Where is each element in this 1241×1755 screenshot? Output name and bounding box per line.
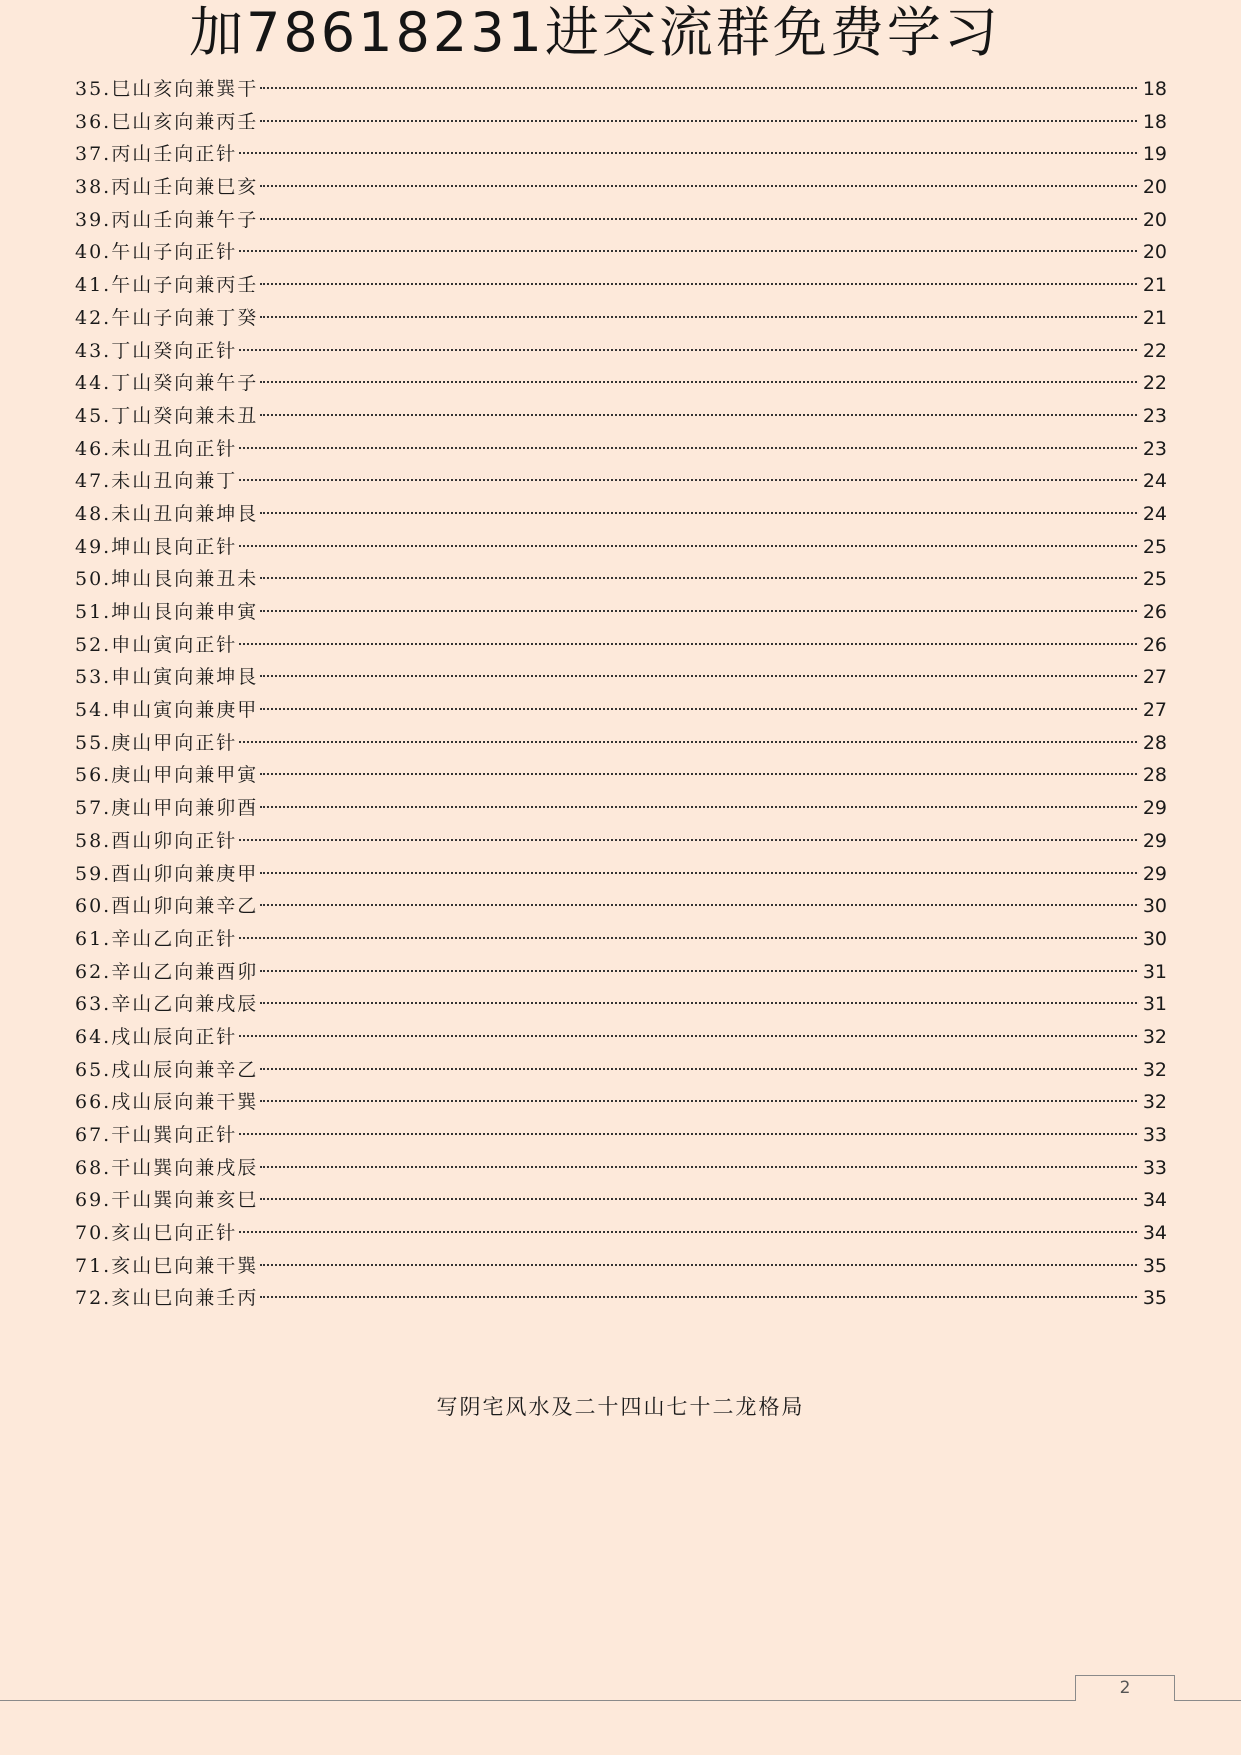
toc-entry-page: 20 xyxy=(1142,208,1167,231)
toc-entry-title: 57.庚山甲向兼卯酉 xyxy=(75,797,259,820)
toc-entry-title: 65.戌山辰向兼辛乙 xyxy=(75,1058,259,1081)
toc-dot-leader xyxy=(239,545,1137,547)
toc-entry-title: 70.亥山巳向正针 xyxy=(75,1222,238,1245)
toc-entry-page: 31 xyxy=(1142,993,1167,1016)
toc-entry[interactable] xyxy=(75,858,1167,891)
toc-dot-leader xyxy=(260,708,1137,710)
toc-dot-leader xyxy=(260,970,1137,972)
toc-dot-leader xyxy=(239,250,1137,252)
toc-entry-title: 46.未山丑向正针 xyxy=(75,437,238,460)
toc-entry-title: 45.丁山癸向兼未丑 xyxy=(75,404,259,427)
toc-entry-page: 26 xyxy=(1142,601,1167,623)
document-title: 写阴宅风水及二十四山七十二龙格局 xyxy=(436,1395,805,1419)
toc-entry[interactable] xyxy=(75,106,1167,139)
toc-entry-title: 40.午山子向正针 xyxy=(75,241,238,264)
toc-dot-leader xyxy=(260,87,1137,89)
toc-entry-title: 72.亥山巳向兼壬丙 xyxy=(75,1287,259,1310)
toc-entry-title: 58.酉山卯向正针 xyxy=(75,829,238,852)
toc-entry[interactable] xyxy=(75,204,1167,237)
toc-dot-leader xyxy=(239,152,1137,154)
toc-entry[interactable] xyxy=(75,138,1167,171)
toc-dot-leader xyxy=(260,1264,1137,1266)
toc-entry-page: 24 xyxy=(1142,502,1167,525)
toc-entry-page: 21 xyxy=(1142,306,1167,329)
toc-entry[interactable] xyxy=(75,629,1167,662)
toc-entry-title: 62.辛山乙向兼酉卯 xyxy=(75,960,259,983)
toc-entry-title: 61.辛山乙向正针 xyxy=(75,927,238,950)
toc-entry[interactable] xyxy=(75,1054,1167,1087)
toc-dot-leader xyxy=(260,1296,1137,1298)
toc-entry[interactable] xyxy=(75,956,1167,989)
toc-entry[interactable] xyxy=(75,433,1167,466)
toc-entry[interactable] xyxy=(75,171,1167,204)
toc-dot-leader xyxy=(260,283,1137,285)
toc-entry-page: 33 xyxy=(1142,1156,1167,1179)
toc-entry-page: 29 xyxy=(1142,829,1167,852)
toc-entry[interactable] xyxy=(75,400,1167,433)
toc-entry-title: 56.庚山甲向兼甲寅 xyxy=(75,764,259,787)
toc-entry-title: 69.干山巽向兼亥巳 xyxy=(75,1189,259,1212)
toc-entry-page: 31 xyxy=(1142,960,1167,983)
toc-entry-page: 32 xyxy=(1142,1025,1167,1048)
toc-entry-page: 22 xyxy=(1142,339,1167,362)
toc-entry-page: 18 xyxy=(1142,78,1167,100)
table-of-contents xyxy=(75,73,1167,1315)
toc-entry-page: 32 xyxy=(1142,1058,1167,1081)
toc-entry[interactable] xyxy=(75,269,1167,302)
toc-entry-title: 52.申山寅向正针 xyxy=(75,633,238,656)
toc-entry-title: 49.坤山艮向正针 xyxy=(75,535,238,558)
toc-entry-title: 59.酉山卯向兼庚甲 xyxy=(75,862,259,885)
toc-dot-leader xyxy=(239,741,1137,743)
toc-entry[interactable] xyxy=(75,1086,1167,1119)
toc-dot-leader xyxy=(239,349,1137,351)
toc-dot-leader xyxy=(260,1068,1137,1070)
toc-dot-leader xyxy=(260,904,1137,906)
toc-entry[interactable] xyxy=(75,1152,1167,1185)
toc-dot-leader xyxy=(260,512,1137,514)
toc-entry[interactable] xyxy=(75,694,1167,727)
toc-entry-title: 50.坤山艮向兼丑未 xyxy=(75,568,259,591)
toc-entry-title: 71.亥山巳向兼干巽 xyxy=(75,1254,259,1277)
toc-dot-leader xyxy=(260,1166,1137,1168)
toc-entry-page: 35 xyxy=(1142,1287,1167,1310)
toc-dot-leader xyxy=(260,675,1137,677)
toc-entry-page: 25 xyxy=(1142,535,1167,558)
toc-entry-page: 23 xyxy=(1142,404,1167,427)
toc-entry-title: 36.巳山亥向兼丙壬 xyxy=(75,110,259,133)
toc-entry-title: 47.未山丑向兼丁 xyxy=(75,470,238,493)
toc-dot-leader xyxy=(260,414,1137,416)
toc-dot-leader xyxy=(239,643,1137,645)
toc-entry[interactable] xyxy=(75,727,1167,760)
toc-dot-leader xyxy=(239,839,1137,841)
toc-entry-title: 37.丙山壬向正针 xyxy=(75,143,238,166)
toc-entry-page: 29 xyxy=(1142,797,1167,820)
toc-entry-title: 53.申山寅向兼坤艮 xyxy=(75,666,259,689)
toc-entry-title: 60.酉山卯向兼辛乙 xyxy=(75,895,259,918)
toc-entry-title: 51.坤山艮向兼申寅 xyxy=(75,601,259,623)
toc-entry-title: 68.干山巽向兼戌辰 xyxy=(75,1156,259,1179)
toc-entry-title: 63.辛山乙向兼戌辰 xyxy=(75,993,259,1016)
toc-entry-page: 33 xyxy=(1142,1124,1167,1146)
toc-dot-leader xyxy=(239,1035,1137,1037)
toc-entry-title: 48.未山丑向兼坤艮 xyxy=(75,502,259,525)
toc-dot-leader xyxy=(239,1231,1137,1233)
toc-dot-leader xyxy=(260,1198,1137,1200)
watermark-banner: 加78618231进交流群免费学习 xyxy=(189,1,1001,64)
toc-entry-page: 19 xyxy=(1142,143,1167,166)
toc-entry-title: 42.午山子向兼丁癸 xyxy=(75,306,259,329)
toc-entry-page: 32 xyxy=(1142,1091,1167,1114)
toc-entry-page: 26 xyxy=(1142,633,1167,656)
toc-dot-leader xyxy=(239,1133,1137,1135)
toc-dot-leader xyxy=(260,218,1137,220)
toc-entry[interactable] xyxy=(75,596,1167,629)
toc-entry[interactable] xyxy=(75,661,1167,694)
toc-entry-title: 67.干山巽向正针 xyxy=(75,1124,238,1146)
toc-entry[interactable] xyxy=(75,759,1167,792)
toc-entry-page: 28 xyxy=(1142,731,1167,754)
toc-entry-title: 43.丁山癸向正针 xyxy=(75,339,238,362)
toc-entry-page: 34 xyxy=(1142,1189,1167,1212)
toc-dot-leader xyxy=(260,1002,1137,1004)
toc-entry[interactable] xyxy=(75,563,1167,596)
toc-entry-page: 22 xyxy=(1142,372,1167,395)
toc-entry-page: 20 xyxy=(1142,176,1167,199)
toc-dot-leader xyxy=(260,316,1137,318)
toc-entry[interactable] xyxy=(75,890,1167,923)
toc-dot-leader xyxy=(260,773,1137,775)
toc-dot-leader xyxy=(260,806,1137,808)
toc-entry-page: 18 xyxy=(1142,110,1167,133)
toc-entry-title: 38.丙山壬向兼巳亥 xyxy=(75,176,259,199)
toc-entry[interactable] xyxy=(75,335,1167,368)
toc-entry-title: 39.丙山壬向兼午子 xyxy=(75,208,259,231)
toc-entry[interactable] xyxy=(75,498,1167,531)
toc-entry-page: 21 xyxy=(1142,274,1167,297)
toc-dot-leader xyxy=(260,185,1137,187)
toc-entry[interactable] xyxy=(75,302,1167,335)
toc-dot-leader xyxy=(260,120,1137,122)
toc-entry-title: 66.戌山辰向兼干巽 xyxy=(75,1091,259,1114)
toc-entry[interactable] xyxy=(75,1021,1167,1054)
toc-entry-page: 20 xyxy=(1142,241,1167,264)
toc-dot-leader xyxy=(260,610,1137,612)
toc-entry-title: 55.庚山甲向正针 xyxy=(75,731,238,754)
toc-entry-title: 64.戌山辰向正针 xyxy=(75,1025,238,1048)
toc-entry[interactable] xyxy=(75,825,1167,858)
toc-entry[interactable] xyxy=(75,465,1167,498)
footer-divider xyxy=(0,1700,1241,1701)
toc-entry-page: 27 xyxy=(1142,666,1167,689)
toc-dot-leader xyxy=(239,447,1137,449)
toc-entry[interactable] xyxy=(75,367,1167,400)
toc-dot-leader xyxy=(260,872,1137,874)
toc-entry-page: 23 xyxy=(1142,437,1167,460)
toc-entry-page: 34 xyxy=(1142,1222,1167,1245)
toc-entry[interactable] xyxy=(75,1282,1167,1315)
toc-entry-page: 28 xyxy=(1142,764,1167,787)
toc-entry[interactable] xyxy=(75,73,1167,106)
toc-dot-leader xyxy=(239,479,1137,481)
toc-entry-page: 24 xyxy=(1142,470,1167,493)
toc-entry-title: 41.午山子向兼丙壬 xyxy=(75,274,259,297)
toc-entry-page: 35 xyxy=(1142,1254,1167,1277)
toc-entry-page: 25 xyxy=(1142,568,1167,591)
toc-entry-page: 30 xyxy=(1142,927,1167,950)
toc-entry[interactable] xyxy=(75,1250,1167,1283)
toc-entry[interactable] xyxy=(75,1184,1167,1217)
toc-dot-leader xyxy=(260,381,1137,383)
toc-entry[interactable] xyxy=(75,988,1167,1021)
toc-entry[interactable] xyxy=(75,792,1167,825)
toc-entry[interactable] xyxy=(75,236,1167,269)
toc-entry[interactable] xyxy=(75,531,1167,564)
toc-entry-page: 27 xyxy=(1142,699,1167,722)
page-number: 2 xyxy=(1075,1675,1175,1701)
toc-entry-title: 54.申山寅向兼庚甲 xyxy=(75,699,259,722)
toc-entry-page: 29 xyxy=(1142,862,1167,885)
toc-dot-leader xyxy=(239,937,1137,939)
toc-entry-page: 30 xyxy=(1142,895,1167,918)
toc-entry[interactable] xyxy=(75,923,1167,956)
toc-entry-title: 35.巳山亥向兼巽干 xyxy=(75,78,259,100)
toc-entry[interactable] xyxy=(75,1217,1167,1250)
toc-entry[interactable] xyxy=(75,1119,1167,1152)
toc-dot-leader xyxy=(260,577,1137,579)
toc-entry-title: 44.丁山癸向兼午子 xyxy=(75,372,259,395)
toc-dot-leader xyxy=(260,1100,1137,1102)
